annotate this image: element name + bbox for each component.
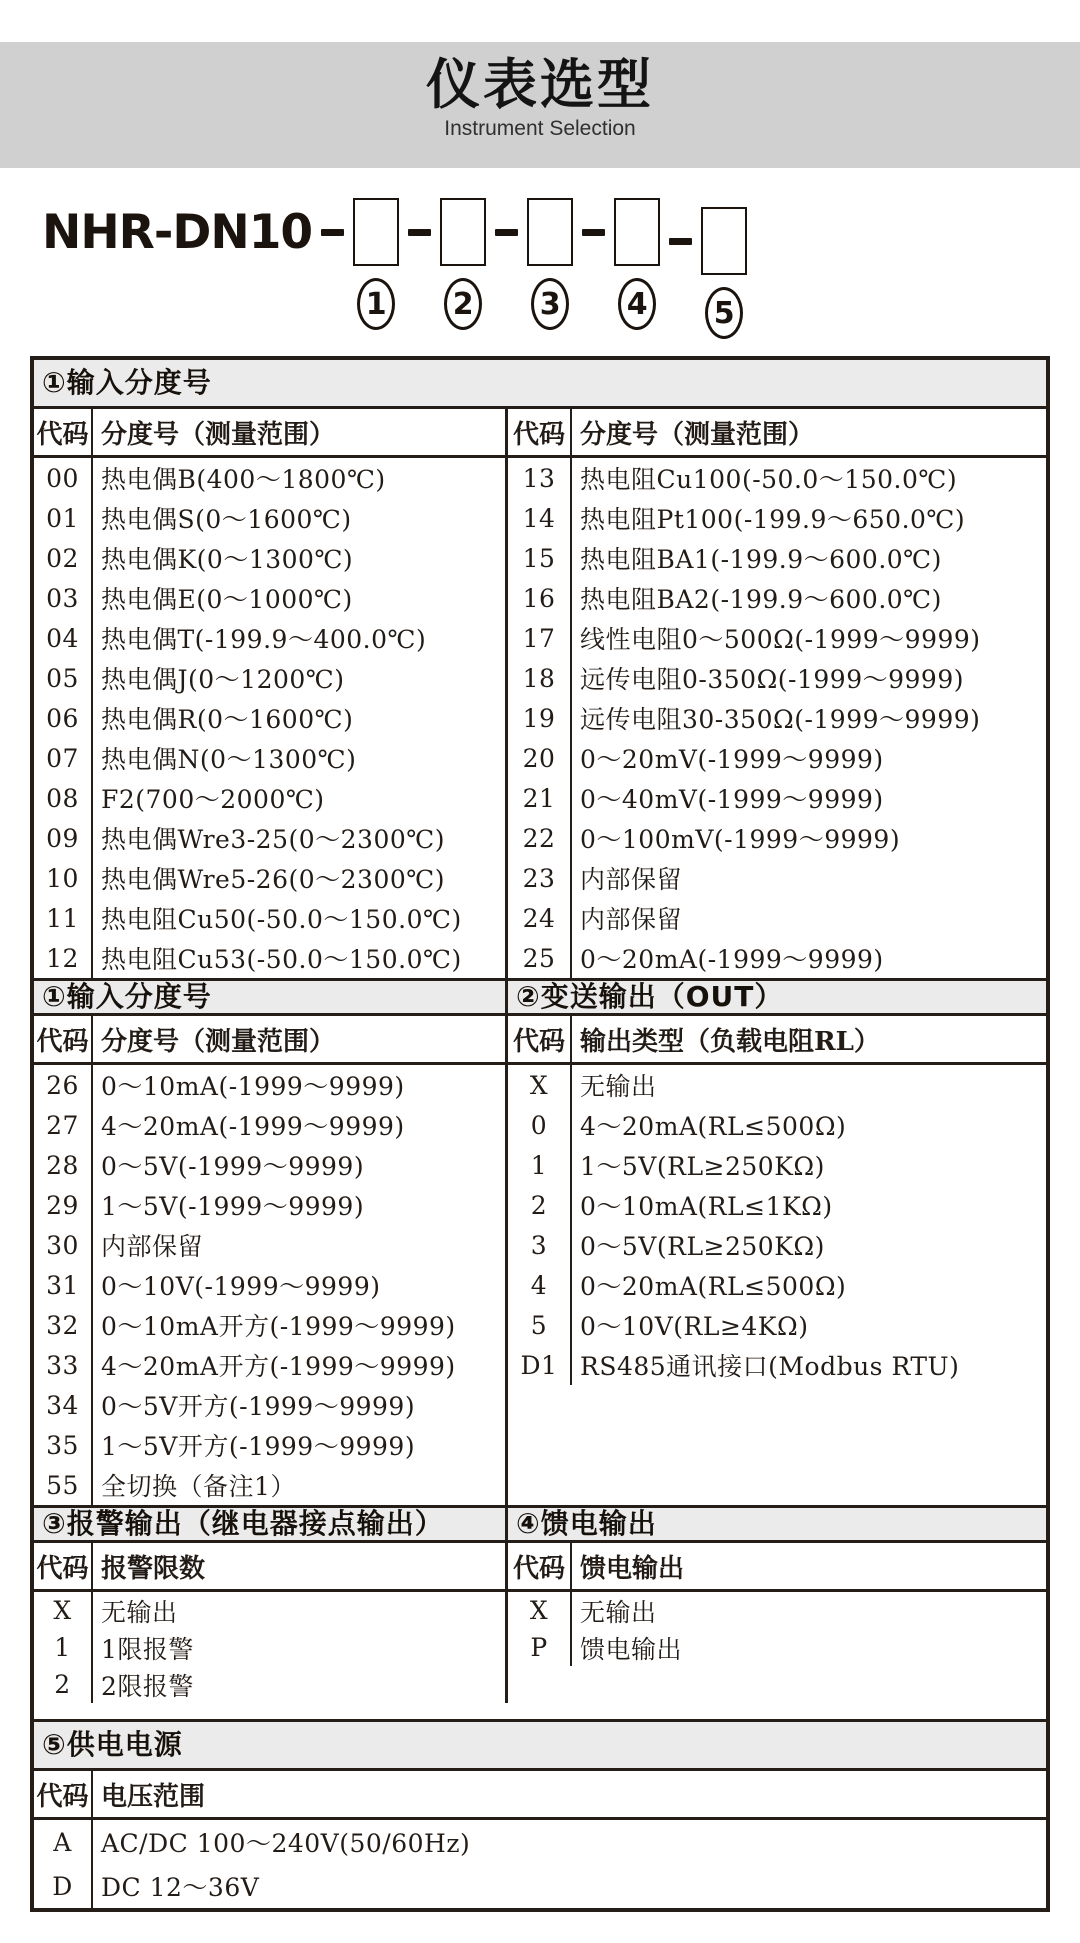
code-cell: 2 bbox=[508, 1185, 572, 1225]
table-row bbox=[508, 538, 1046, 578]
page-subtitle: Instrument Selection bbox=[444, 117, 636, 140]
code-cell: 20 bbox=[508, 738, 572, 778]
section-alarm-and-feed bbox=[34, 1505, 1046, 1719]
column-header-row bbox=[34, 1016, 1046, 1065]
description-cell: DC 12～36V bbox=[101, 1873, 260, 1902]
code-cell: 3 bbox=[508, 1225, 572, 1265]
table-row bbox=[34, 1425, 505, 1465]
description-cell: 1～5V(-1999～9999) bbox=[101, 1192, 365, 1221]
description-cell: 4～20mA(RL≤500Ω) bbox=[580, 1112, 847, 1141]
dash-separator bbox=[408, 229, 431, 236]
position-marker-4: 4 bbox=[618, 278, 656, 330]
description-cell: 0～10V(-1999～9999) bbox=[101, 1272, 381, 1301]
description-cell: 热电偶B(400～1800℃) bbox=[101, 465, 386, 494]
position-marker-5: 5 bbox=[705, 287, 743, 339]
description-cell: 热电偶Wre3-25(0～2300℃) bbox=[101, 825, 445, 854]
section-header bbox=[34, 360, 1046, 409]
code-cell: 32 bbox=[34, 1305, 93, 1345]
description-cell: 无输出 bbox=[580, 1597, 657, 1627]
column-header-voltage-range: 电压范围 bbox=[101, 1781, 206, 1812]
code-cell: 0 bbox=[508, 1105, 572, 1145]
dash-separator bbox=[582, 229, 605, 236]
table-row bbox=[34, 1592, 505, 1629]
left-rows bbox=[34, 1592, 505, 1703]
description-cell: RS485通讯接口(Modbus RTU) bbox=[580, 1352, 960, 1381]
description-cell: 0～5V(-1999～9999) bbox=[101, 1152, 365, 1181]
column-header-alarm-limit: 报警限数 bbox=[101, 1553, 206, 1584]
table-row bbox=[508, 1145, 1046, 1185]
description-cell: 热电阻BA1(-199.9～600.0℃) bbox=[580, 545, 942, 574]
description-cell: 热电偶J(0～1200℃) bbox=[101, 665, 345, 694]
description-cell: 0～100mV(-1999～9999) bbox=[580, 825, 901, 854]
table-row bbox=[34, 1185, 505, 1225]
description-cell: 热电阻Cu53(-50.0～150.0℃) bbox=[101, 945, 462, 974]
column-header-code: 代码 bbox=[508, 409, 572, 455]
table-row bbox=[34, 1666, 505, 1703]
model-box-3 bbox=[527, 198, 573, 266]
table-row bbox=[508, 858, 1046, 898]
description-cell: 无输出 bbox=[580, 1072, 657, 1101]
code-cell: 07 bbox=[34, 738, 93, 778]
column-header-code: 代码 bbox=[34, 1016, 93, 1062]
code-cell: 09 bbox=[34, 818, 93, 858]
table-row bbox=[34, 578, 505, 618]
description-cell: 热电阻Cu50(-50.0～150.0℃) bbox=[101, 905, 462, 934]
table-row bbox=[508, 618, 1046, 658]
code-cell: D bbox=[34, 1864, 93, 1908]
code-cell: 03 bbox=[34, 578, 93, 618]
table-row bbox=[34, 658, 505, 698]
position-marker-3: 3 bbox=[531, 278, 569, 330]
description-cell: 0～5V开方(-1999～9999) bbox=[101, 1392, 416, 1421]
model-slot-2 bbox=[440, 198, 486, 330]
section-body bbox=[34, 1065, 1046, 1505]
code-cell: 28 bbox=[34, 1145, 93, 1185]
table-row bbox=[508, 1345, 1046, 1385]
position-marker-1: 1 bbox=[357, 278, 395, 330]
description-cell: 热电阻Cu100(-50.0～150.0℃) bbox=[580, 465, 958, 494]
table-row bbox=[34, 738, 505, 778]
description-cell: 4～20mA开方(-1999～9999) bbox=[101, 1352, 456, 1381]
section-title: ⑤供电电源 bbox=[42, 1728, 183, 1761]
dash-separator bbox=[669, 238, 692, 245]
section-body bbox=[34, 458, 1046, 978]
column-header-row bbox=[34, 409, 1046, 458]
table-row bbox=[34, 1065, 505, 1105]
description-cell: 无输出 bbox=[101, 1597, 178, 1627]
column-header-code: 代码 bbox=[508, 1016, 572, 1062]
description-cell: 1限报警 bbox=[101, 1634, 194, 1664]
description-cell: 0～10V(RL≥4KΩ) bbox=[580, 1312, 809, 1341]
code-cell: 18 bbox=[508, 658, 572, 698]
table-row bbox=[34, 538, 505, 578]
column-header-code: 代码 bbox=[34, 1543, 93, 1589]
code-cell: 17 bbox=[508, 618, 572, 658]
table-row bbox=[508, 658, 1046, 698]
code-cell: 34 bbox=[34, 1385, 93, 1425]
code-cell: 55 bbox=[34, 1465, 93, 1505]
table-row bbox=[34, 498, 505, 538]
description-cell: 热电偶N(0～1300℃) bbox=[101, 745, 357, 774]
code-cell: 26 bbox=[34, 1065, 93, 1105]
section-title: ①输入分度号 bbox=[42, 366, 212, 399]
table-row bbox=[508, 578, 1046, 618]
description-cell: 2限报警 bbox=[101, 1671, 194, 1701]
description-cell: 远传电阻30-350Ω(-1999～9999) bbox=[580, 705, 981, 734]
column-header-range: 分度号（测量范围） bbox=[580, 419, 815, 450]
section-input-graduation bbox=[34, 360, 1046, 978]
code-cell: 21 bbox=[508, 778, 572, 818]
code-cell: 19 bbox=[508, 698, 572, 738]
table-row bbox=[34, 1820, 1046, 1864]
description-cell: 全切换（备注1） bbox=[101, 1472, 296, 1501]
description-cell: 远传电阻0-350Ω(-1999～9999) bbox=[580, 665, 964, 694]
code-cell: 25 bbox=[508, 938, 572, 978]
code-cell: 1 bbox=[34, 1629, 93, 1666]
code-cell: 06 bbox=[34, 698, 93, 738]
table-row bbox=[508, 498, 1046, 538]
description-cell: 4～20mA(-1999～9999) bbox=[101, 1112, 405, 1141]
table-row bbox=[34, 1465, 505, 1505]
code-cell: 13 bbox=[508, 458, 572, 498]
title-band bbox=[0, 42, 1080, 168]
code-cell: X bbox=[508, 1065, 572, 1105]
code-cell: 22 bbox=[508, 818, 572, 858]
description-cell: 内部保留 bbox=[580, 865, 683, 894]
table-row bbox=[508, 1185, 1046, 1225]
table-row bbox=[508, 738, 1046, 778]
table-row bbox=[508, 1265, 1046, 1305]
table-row bbox=[508, 1305, 1046, 1345]
code-cell: 5 bbox=[508, 1305, 572, 1345]
code-cell: 23 bbox=[508, 858, 572, 898]
code-cell: 33 bbox=[34, 1345, 93, 1385]
table-row bbox=[508, 458, 1046, 498]
table-row bbox=[34, 818, 505, 858]
column-header-code: 代码 bbox=[34, 409, 93, 455]
code-cell: 14 bbox=[508, 498, 572, 538]
description-cell: 0～20mA(RL≤500Ω) bbox=[580, 1272, 847, 1301]
table-row bbox=[34, 1105, 505, 1145]
code-cell: 4 bbox=[508, 1265, 572, 1305]
code-cell: X bbox=[508, 1592, 572, 1629]
column-header-output-type: 输出类型（负载电阻RL） bbox=[580, 1026, 880, 1057]
description-cell: 热电偶S(0～1600℃) bbox=[101, 505, 352, 534]
table-row bbox=[508, 1629, 1046, 1666]
column-header-range: 分度号（测量范围） bbox=[101, 1026, 336, 1057]
description-cell: 0～10mA开方(-1999～9999) bbox=[101, 1312, 456, 1341]
code-cell: 15 bbox=[508, 538, 572, 578]
table-row bbox=[508, 698, 1046, 738]
description-cell: 热电阻Pt100(-199.9～650.0℃) bbox=[580, 505, 966, 534]
table-row bbox=[34, 698, 505, 738]
code-cell: D1 bbox=[508, 1345, 572, 1385]
table-row bbox=[34, 458, 505, 498]
table-row bbox=[508, 778, 1046, 818]
column-header-range: 分度号（测量范围） bbox=[101, 419, 336, 450]
code-cell: 27 bbox=[34, 1105, 93, 1145]
column-header-row bbox=[34, 1771, 1046, 1820]
model-box-1 bbox=[353, 198, 399, 266]
table-row bbox=[34, 1629, 505, 1666]
description-cell: F2(700～2000℃) bbox=[101, 785, 325, 814]
model-slot-5 bbox=[701, 207, 747, 339]
code-cell: 04 bbox=[34, 618, 93, 658]
page-title: 仪表选型 bbox=[426, 53, 654, 116]
code-cell: 12 bbox=[34, 938, 93, 978]
code-cell: 02 bbox=[34, 538, 93, 578]
model-box-5 bbox=[701, 207, 747, 275]
section-body bbox=[34, 1592, 1046, 1719]
section-body bbox=[34, 1820, 1046, 1908]
code-cell: 10 bbox=[34, 858, 93, 898]
description-cell: 热电偶T(-199.9～400.0℃) bbox=[101, 625, 427, 654]
section-title: ④馈电输出 bbox=[516, 1507, 657, 1540]
table-row bbox=[34, 618, 505, 658]
section-title: ③报警输出（继电器接点输出） bbox=[42, 1507, 444, 1540]
code-cell: 01 bbox=[34, 498, 93, 538]
section-title: ②变送输出（OUT） bbox=[516, 980, 784, 1013]
table-row bbox=[508, 1225, 1046, 1265]
model-code bbox=[42, 198, 1080, 330]
table-row bbox=[508, 1065, 1046, 1105]
code-cell: 08 bbox=[34, 778, 93, 818]
model-box-4 bbox=[614, 198, 660, 266]
column-header-code: 代码 bbox=[34, 1771, 93, 1817]
description-cell: 0～10mA(RL≤1KΩ) bbox=[580, 1192, 833, 1221]
position-marker-2: 2 bbox=[444, 278, 482, 330]
description-cell: AC/DC 100～240V(50/60Hz) bbox=[101, 1829, 471, 1858]
column-header-code: 代码 bbox=[508, 1543, 572, 1589]
model-box-2 bbox=[440, 198, 486, 266]
model-slot-1 bbox=[353, 198, 399, 330]
code-cell: 29 bbox=[34, 1185, 93, 1225]
left-rows bbox=[34, 1065, 505, 1505]
code-cell: 35 bbox=[34, 1425, 93, 1465]
code-cell: 00 bbox=[34, 458, 93, 498]
description-cell: 0～20mA(-1999～9999) bbox=[580, 945, 884, 974]
table-row bbox=[34, 1345, 505, 1385]
table-row bbox=[34, 1385, 505, 1425]
left-rows bbox=[34, 458, 505, 978]
description-cell: 馈电输出 bbox=[580, 1634, 683, 1664]
model-slot-4 bbox=[614, 198, 660, 330]
table-row bbox=[34, 778, 505, 818]
code-cell: 1 bbox=[508, 1145, 572, 1185]
table-row bbox=[508, 1105, 1046, 1145]
code-cell: 05 bbox=[34, 658, 93, 698]
description-cell: 热电阻BA2(-199.9～600.0℃) bbox=[580, 585, 942, 614]
code-cell: 2 bbox=[34, 1666, 93, 1703]
description-cell: 0～5V(RL≥250KΩ) bbox=[580, 1232, 825, 1261]
description-cell: 1～5V开方(-1999～9999) bbox=[101, 1432, 416, 1461]
table-row bbox=[34, 898, 505, 938]
section-header bbox=[34, 1508, 1046, 1543]
table-row bbox=[34, 938, 505, 978]
table-row bbox=[508, 1592, 1046, 1629]
section-header bbox=[34, 1722, 1046, 1771]
code-cell: P bbox=[508, 1629, 572, 1666]
table-row bbox=[34, 858, 505, 898]
column-header-row bbox=[34, 1543, 1046, 1592]
code-cell: 30 bbox=[34, 1225, 93, 1265]
right-rows bbox=[505, 458, 1046, 978]
description-cell: 0～20mV(-1999～9999) bbox=[580, 745, 884, 774]
description-cell: 热电偶R(0～1600℃) bbox=[101, 705, 354, 734]
table-row bbox=[508, 938, 1046, 978]
code-cell: 16 bbox=[508, 578, 572, 618]
description-cell: 内部保留 bbox=[101, 1232, 204, 1261]
table-row bbox=[508, 898, 1046, 938]
right-rows bbox=[505, 1592, 1046, 1703]
dash-separator bbox=[321, 229, 344, 236]
description-cell: 线性电阻0～500Ω(-1999～9999) bbox=[580, 625, 981, 654]
table-row bbox=[34, 1225, 505, 1265]
description-cell: 热电偶K(0～1300℃) bbox=[101, 545, 354, 574]
column-header-feed-output: 馈电输出 bbox=[580, 1553, 685, 1584]
description-cell: 0～40mV(-1999～9999) bbox=[580, 785, 884, 814]
code-cell: 11 bbox=[34, 898, 93, 938]
code-cell: 24 bbox=[508, 898, 572, 938]
section-header bbox=[34, 981, 1046, 1016]
table-row bbox=[508, 818, 1046, 858]
description-cell: 热电偶Wre5-26(0～2300℃) bbox=[101, 865, 445, 894]
selection-table bbox=[30, 356, 1050, 1912]
code-cell: A bbox=[34, 1820, 93, 1864]
description-cell: 1～5V(RL≥250KΩ) bbox=[580, 1152, 825, 1181]
section-title: ①输入分度号 bbox=[42, 980, 212, 1013]
table-row bbox=[34, 1265, 505, 1305]
table-row bbox=[34, 1145, 505, 1185]
table-row bbox=[34, 1864, 1046, 1908]
model-prefix: NHR-DN10 bbox=[42, 204, 313, 260]
section-power-supply bbox=[34, 1719, 1046, 1908]
description-cell: 0～10mA(-1999～9999) bbox=[101, 1072, 405, 1101]
table-row bbox=[34, 1305, 505, 1345]
code-cell: X bbox=[34, 1592, 93, 1629]
code-cell: 31 bbox=[34, 1265, 93, 1305]
model-slot-3 bbox=[527, 198, 573, 330]
description-cell: 热电偶E(0～1000℃) bbox=[101, 585, 353, 614]
right-rows bbox=[505, 1065, 1046, 1505]
dash-separator bbox=[495, 229, 518, 236]
section-input-and-output bbox=[34, 978, 1046, 1505]
description-cell: 内部保留 bbox=[580, 905, 683, 934]
